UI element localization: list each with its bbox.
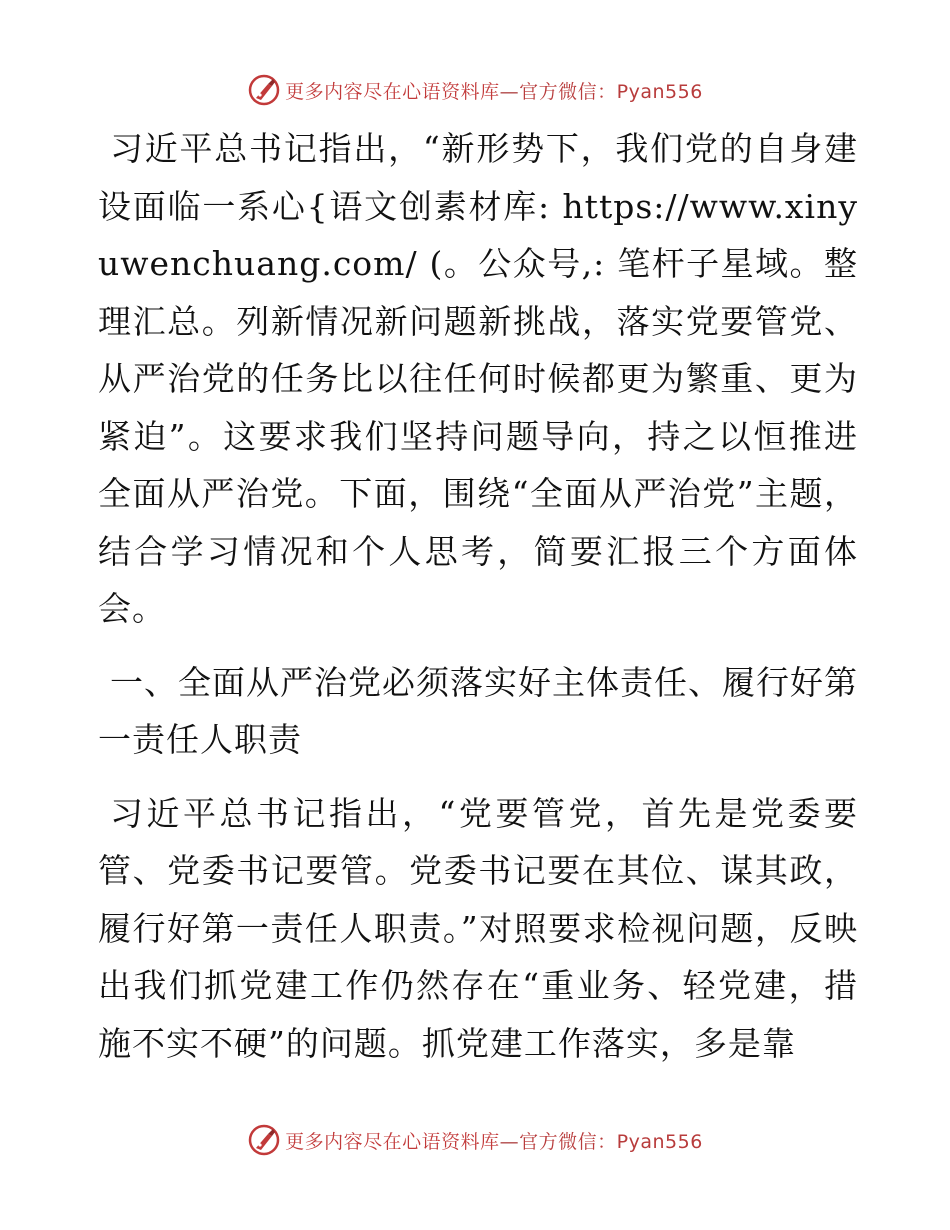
section-heading-1: 一、全面从严治党必须落实好主体责任、履行好第一责任人职责 bbox=[98, 662, 858, 759]
pen-nib-logo-icon bbox=[247, 73, 281, 107]
watermark-separator: — bbox=[499, 80, 520, 103]
paragraph-section-1: 习近平总书记指出，“党要管党，首先是党委要管、党委书记要管。党委书记要在其位、谋其政，履行好第一责任人职责。”对照要求检视问题，反映出我们抓党建工作仍然存在“重业务、轻党建，措施不实不硬”的问题。抓党建工作落实，多是靠 bbox=[98, 793, 858, 1063]
paragraph-intro: 习近平总书记指出，“新形势下，我们党的自身建设面临一系心{语文创素材库: https://www.xinyuwenchuang.com/ (。公众号,: 笔杆子星域。整理汇总。列新情况新问题新挑战，落实党要管党、从严治党的任务比以往任何时候都更为繁重、更为紧迫”。这要求我们坚持问题导向，持之以恒推进全面从严治党。下面，围绕“全面从严治党”主题，结合学习情况和个人思考，简要汇报三个方面体会。 bbox=[98, 129, 858, 628]
footer-watermark bbox=[0, 1120, 950, 1160]
pen-nib-logo-icon bbox=[247, 1123, 281, 1157]
watermark-text bbox=[285, 1127, 703, 1154]
watermark-wechat-text: 官方微信：Pyan556 bbox=[519, 1130, 703, 1153]
watermark-text bbox=[285, 77, 703, 104]
watermark-separator: — bbox=[499, 1130, 520, 1153]
watermark-wechat-text: 官方微信：Pyan556 bbox=[519, 80, 703, 103]
watermark-main-text: 更多内容尽在心语资料库 bbox=[285, 1130, 500, 1153]
watermark-main-text: 更多内容尽在心语资料库 bbox=[285, 80, 500, 103]
header-watermark bbox=[0, 70, 950, 110]
document-body bbox=[98, 120, 858, 1072]
